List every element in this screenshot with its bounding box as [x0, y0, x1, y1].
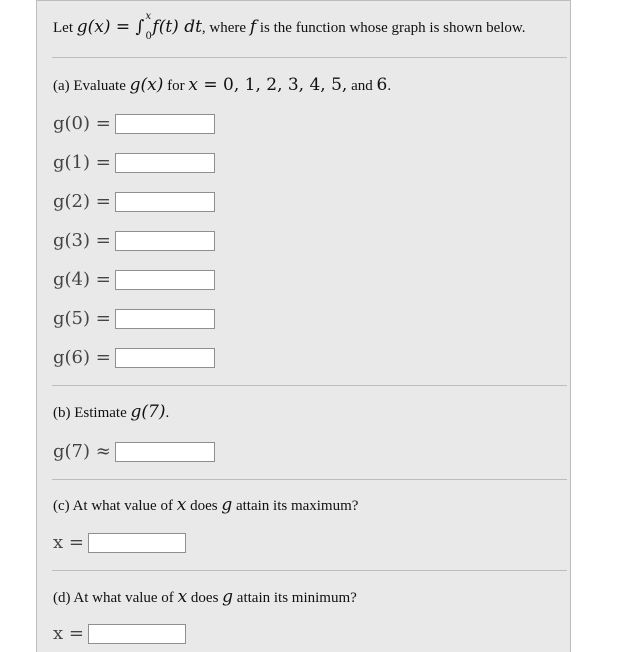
answer-row-min — [53, 623, 186, 644]
part-a-last: 6 — [376, 75, 388, 95]
integral-upper-limit: x — [145, 11, 152, 22]
part-d-mid: does — [187, 590, 223, 606]
part-c-heading — [53, 495, 358, 515]
answer-input-g6[interactable] — [115, 348, 215, 368]
part-d-x: x — [177, 587, 188, 607]
integral-sign: ∫ — [135, 17, 145, 37]
integral-expression — [135, 11, 153, 42]
problem-panel — [36, 0, 571, 652]
part-a-prefix: (a) Evaluate — [53, 78, 130, 94]
part-d-suffix: attain its minimum? — [233, 590, 357, 606]
answer-input-min[interactable] — [88, 624, 186, 644]
answer-row-max — [53, 532, 186, 553]
part-d-g: g — [222, 587, 234, 607]
part-d-heading — [53, 587, 357, 607]
part-a-and: and — [347, 78, 377, 94]
answer-row-g2 — [53, 191, 215, 212]
equals-sign: = — [110, 17, 136, 37]
integrand: f(t) dt — [152, 17, 202, 37]
answer-input-max[interactable] — [88, 533, 186, 553]
intro-suffix-2: is the function whose graph is shown below. — [256, 20, 526, 36]
answer-label: g(4) = — [53, 269, 111, 290]
answer-row-g6 — [53, 347, 215, 368]
answer-label: x = — [53, 532, 84, 553]
answer-label: x = — [53, 623, 84, 644]
g-of-x: g(x) — [76, 17, 111, 37]
part-c-suffix: attain its maximum? — [232, 498, 359, 514]
part-a-x-eq: x = — [188, 75, 223, 95]
answer-input-g7[interactable] — [115, 442, 215, 462]
answer-input-g5[interactable] — [115, 309, 215, 329]
answer-row-g1 — [53, 152, 215, 173]
divider — [52, 570, 567, 571]
answer-row-g3 — [53, 230, 215, 251]
intro-suffix: , where — [201, 20, 250, 36]
answer-row-g7 — [53, 441, 215, 462]
answer-input-g3[interactable] — [115, 231, 215, 251]
divider — [52, 57, 567, 58]
answer-input-g0[interactable] — [115, 114, 215, 134]
part-c-g: g — [221, 495, 233, 515]
answer-input-g2[interactable] — [115, 192, 215, 212]
part-a-heading — [53, 75, 391, 95]
part-b-heading — [53, 402, 169, 422]
answer-row-g4 — [53, 269, 215, 290]
intro-prefix: Let — [53, 20, 77, 36]
problem-statement — [53, 11, 526, 42]
divider — [52, 385, 567, 386]
part-a-mid: for — [163, 78, 189, 94]
part-a-period: . — [387, 78, 392, 94]
answer-label: g(6) = — [53, 347, 111, 368]
answer-input-g1[interactable] — [115, 153, 215, 173]
answer-row-g5 — [53, 308, 215, 329]
answer-row-g0 — [53, 113, 215, 134]
part-c-mid: does — [186, 498, 222, 514]
answer-label: g(0) = — [53, 113, 111, 134]
part-b-period: . — [165, 405, 170, 421]
answer-input-g4[interactable] — [115, 270, 215, 290]
part-c-x: x — [176, 495, 187, 515]
part-c-prefix: (c) At what value of — [53, 498, 177, 514]
answer-label: g(3) = — [53, 230, 111, 251]
f-symbol: f — [249, 17, 257, 37]
answer-label: g(7) ≈ — [53, 441, 111, 462]
part-a-g-of-x: g(x) — [129, 75, 164, 95]
answer-label: g(2) = — [53, 191, 111, 212]
divider — [52, 479, 567, 480]
integral-lower-limit: 0 — [145, 31, 152, 42]
part-a-values: 0, 1, 2, 3, 4, 5, — [223, 75, 348, 95]
part-b-g7: g(7) — [130, 402, 166, 422]
part-d-prefix: (d) At what value of — [53, 590, 178, 606]
answer-label: g(5) = — [53, 308, 111, 329]
answer-label: g(1) = — [53, 152, 111, 173]
part-b-prefix: (b) Estimate — [53, 405, 131, 421]
